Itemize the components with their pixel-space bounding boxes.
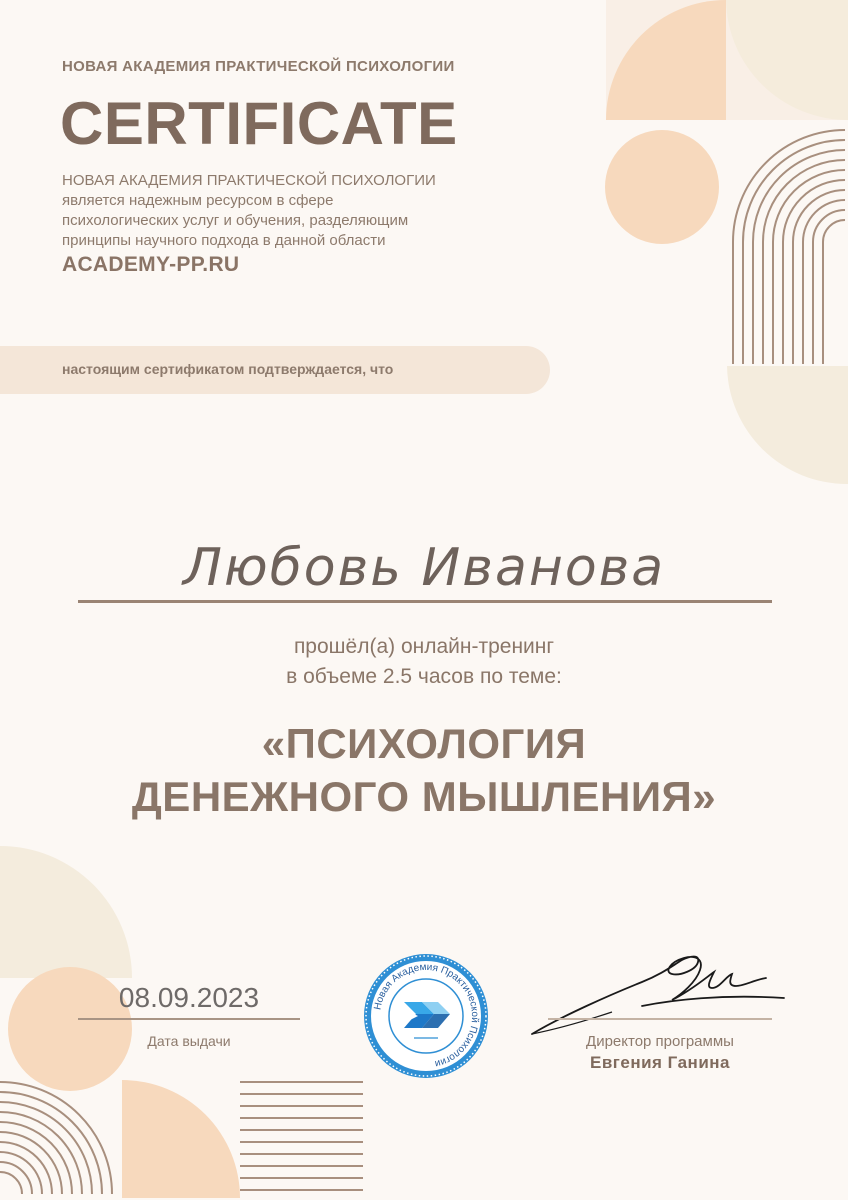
deco-beige-bottom-quarter xyxy=(727,366,848,484)
deco-lines-bottom xyxy=(240,1082,363,1190)
recipient-underline xyxy=(78,600,772,603)
issue-date-underline xyxy=(78,1018,300,1020)
academy-description xyxy=(62,171,522,251)
description-line: является надежным ресурсом в сфере xyxy=(62,192,334,209)
training-topic-line1: «ПСИХОЛОГИЯ xyxy=(261,720,587,767)
description-line: психологических услуг и обучения, разделяющим xyxy=(62,212,409,229)
description-line: принципы научного подхода в данной области xyxy=(62,232,386,249)
recipient-name: Любовь Иванова xyxy=(182,538,666,598)
training-description-line1: прошёл(а) онлайн-тренинг xyxy=(293,635,555,658)
deco-arcs-top xyxy=(733,130,845,364)
academy-name: НОВАЯ АКАДЕМИЯ ПРАКТИЧЕСКОЙ ПСИХОЛОГИИ xyxy=(62,58,455,75)
deco-bl-peach-quarter xyxy=(122,1080,240,1198)
training-topic-line2: ДЕНЕЖНОГО МЫШЛЕНИЯ» xyxy=(131,773,717,820)
academy-website: ACADEMY-PP.RU xyxy=(62,253,240,276)
issue-date-label: Дата выдачи xyxy=(147,1033,231,1049)
confirmation-text: настоящим сертификатом подтверждается, что xyxy=(62,361,394,377)
seal-logo-icon xyxy=(362,952,490,1080)
director-name: Евгения Ганина xyxy=(590,1053,730,1072)
description-line: НОВАЯ АКАДЕМИЯ ПРАКТИЧЕСКОЙ ПСИХОЛОГИИ xyxy=(62,172,436,189)
training-description-line2: в объеме 2.5 часов по теме: xyxy=(286,665,562,688)
deco-bl-beige-quarter xyxy=(0,846,132,978)
signature-icon xyxy=(522,946,786,1046)
director-label: Директор программы xyxy=(586,1033,734,1050)
certificate-title: CERTIFICATE xyxy=(60,90,458,157)
issue-date: 08.09.2023 xyxy=(118,982,260,1013)
svg-text:Новая Академия Практической Пс: Новая Академия Практической Психологии xyxy=(372,961,481,1070)
deco-peach-circle xyxy=(605,130,719,244)
deco-arcs-bottom xyxy=(0,1082,112,1194)
signature-underline xyxy=(548,1018,772,1020)
